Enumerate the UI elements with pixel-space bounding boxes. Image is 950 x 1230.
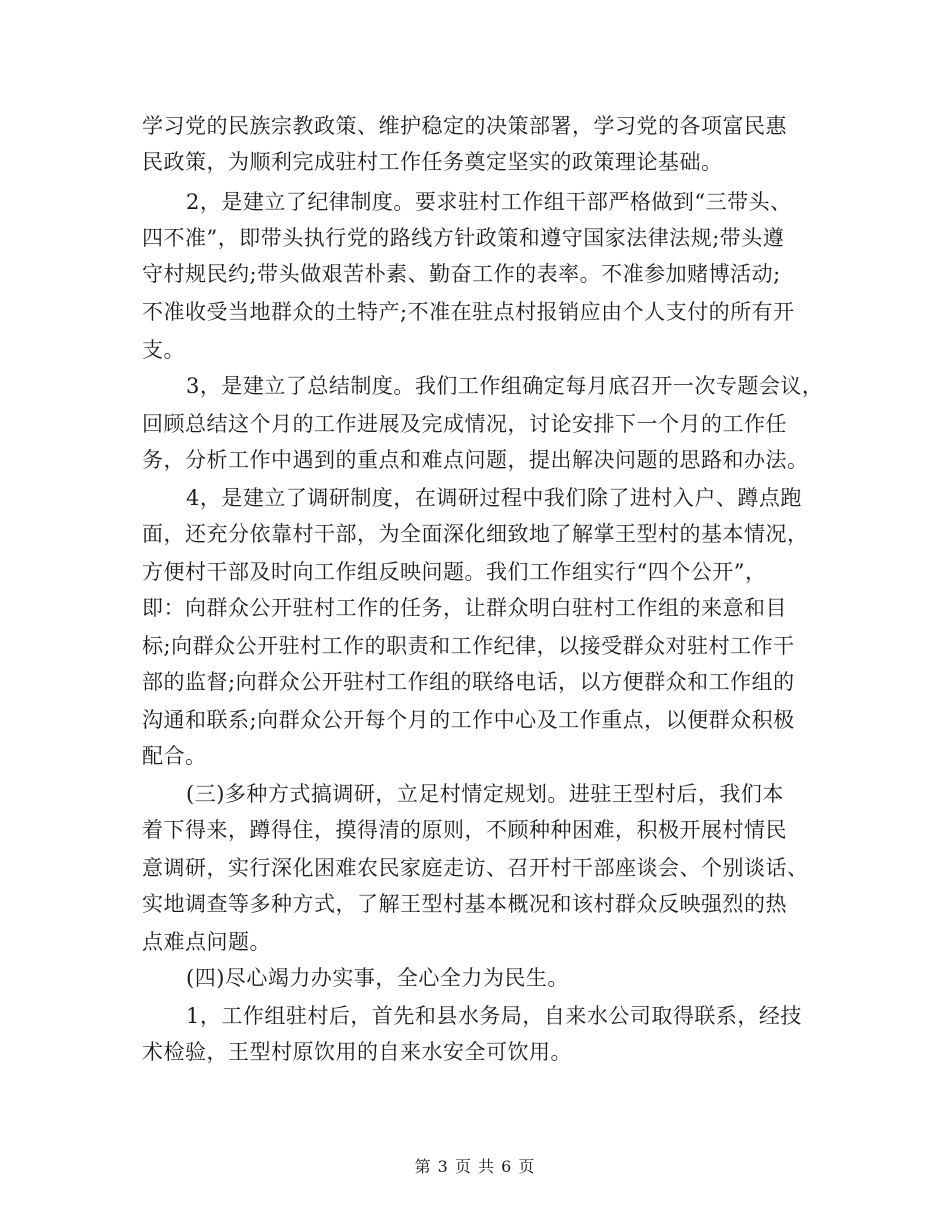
text-line: 1，工作组驻村后，首先和县水务局，自来水公司取得联系，经技 [186,1004,802,1028]
page-number-footer: 第 3 页 共 6 页 [414,1157,536,1176]
text-line: 四不准”，即带头执行党的路线方针政策和遵守国家法律法规;带头遵 [142,226,785,250]
text-line: 支。 [142,338,185,362]
text-line: 术检验，王型村原饮用的自来水安全可饮用。 [142,1040,572,1064]
text-line: 不准收受当地群众的土特产;不准在驻点村报销应由个人支付的所有开 [142,300,795,324]
text-line: 实地调查等多种方式，了解王型村基本概况和该村群众反映强烈的热 [142,892,787,916]
text-line: 部的监督;向群众公开驻村工作组的联络电话，以方便群众和工作组的 [142,670,795,694]
text-line: 面，还充分依靠村干部，为全面深化细致地了解掌王型村的基本情况， [142,522,809,546]
text-line: (三)多种方式搞调研，立足村情定规划。进驻王型村后，我们本 [186,782,784,806]
text-line: (四)尽心竭力办实事，全心全力为民生。 [186,966,569,990]
text-line: 4，是建立了调研制度，在调研过程中我们除了进村入户、蹲点跑 [186,486,802,510]
text-line: 方便村干部及时向工作组反映问题。我们工作组实行“四个公开”， [142,560,767,584]
text-line: 意调研，实行深化困难农民家庭走访、召开村干部座谈会、个别谈话、 [142,856,809,880]
text-line: 着下得来，蹲得住，摸得清的原则，不顾种种困难，积极开展村情民 [142,818,787,842]
text-line: 民政策，为顺利完成驻村工作任务奠定坚实的政策理论基础。 [142,150,723,174]
text-line: 3，是建立了总结制度。我们工作组确定每月底召开一次专题会议， [186,374,824,398]
text-line: 标;向群众公开驻村工作的职责和工作纪律，以接受群众对驻村工作干 [142,634,795,658]
text-line: 守村规民约;带头做艰苦朴素、勤奋工作的表率。不准参加赌博活动; [142,262,781,286]
text-line: 学习党的民族宗教政策、维护稳定的决策部署，学习党的各项富民惠 [142,114,787,138]
text-line: 配合。 [142,744,207,768]
text-line: 沟通和联系;向群众公开每个月的工作中心及工作重点，以便群众积极 [142,708,795,732]
text-line: 回顾总结这个月的工作进展及完成情况，讨论安排下一个月的工作任 [142,412,787,436]
text-line: 点难点问题。 [142,930,271,954]
text-line: 2，是建立了纪律制度。要求驻村工作组干部严格做到“三带头、 [186,190,792,214]
text-line: 即：向群众公开驻村工作的任务，让群众明白驻村工作组的来意和目 [142,596,787,620]
text-line: 务，分析工作中遇到的重点和难点问题，提出解决问题的思路和办法。 [142,448,809,472]
